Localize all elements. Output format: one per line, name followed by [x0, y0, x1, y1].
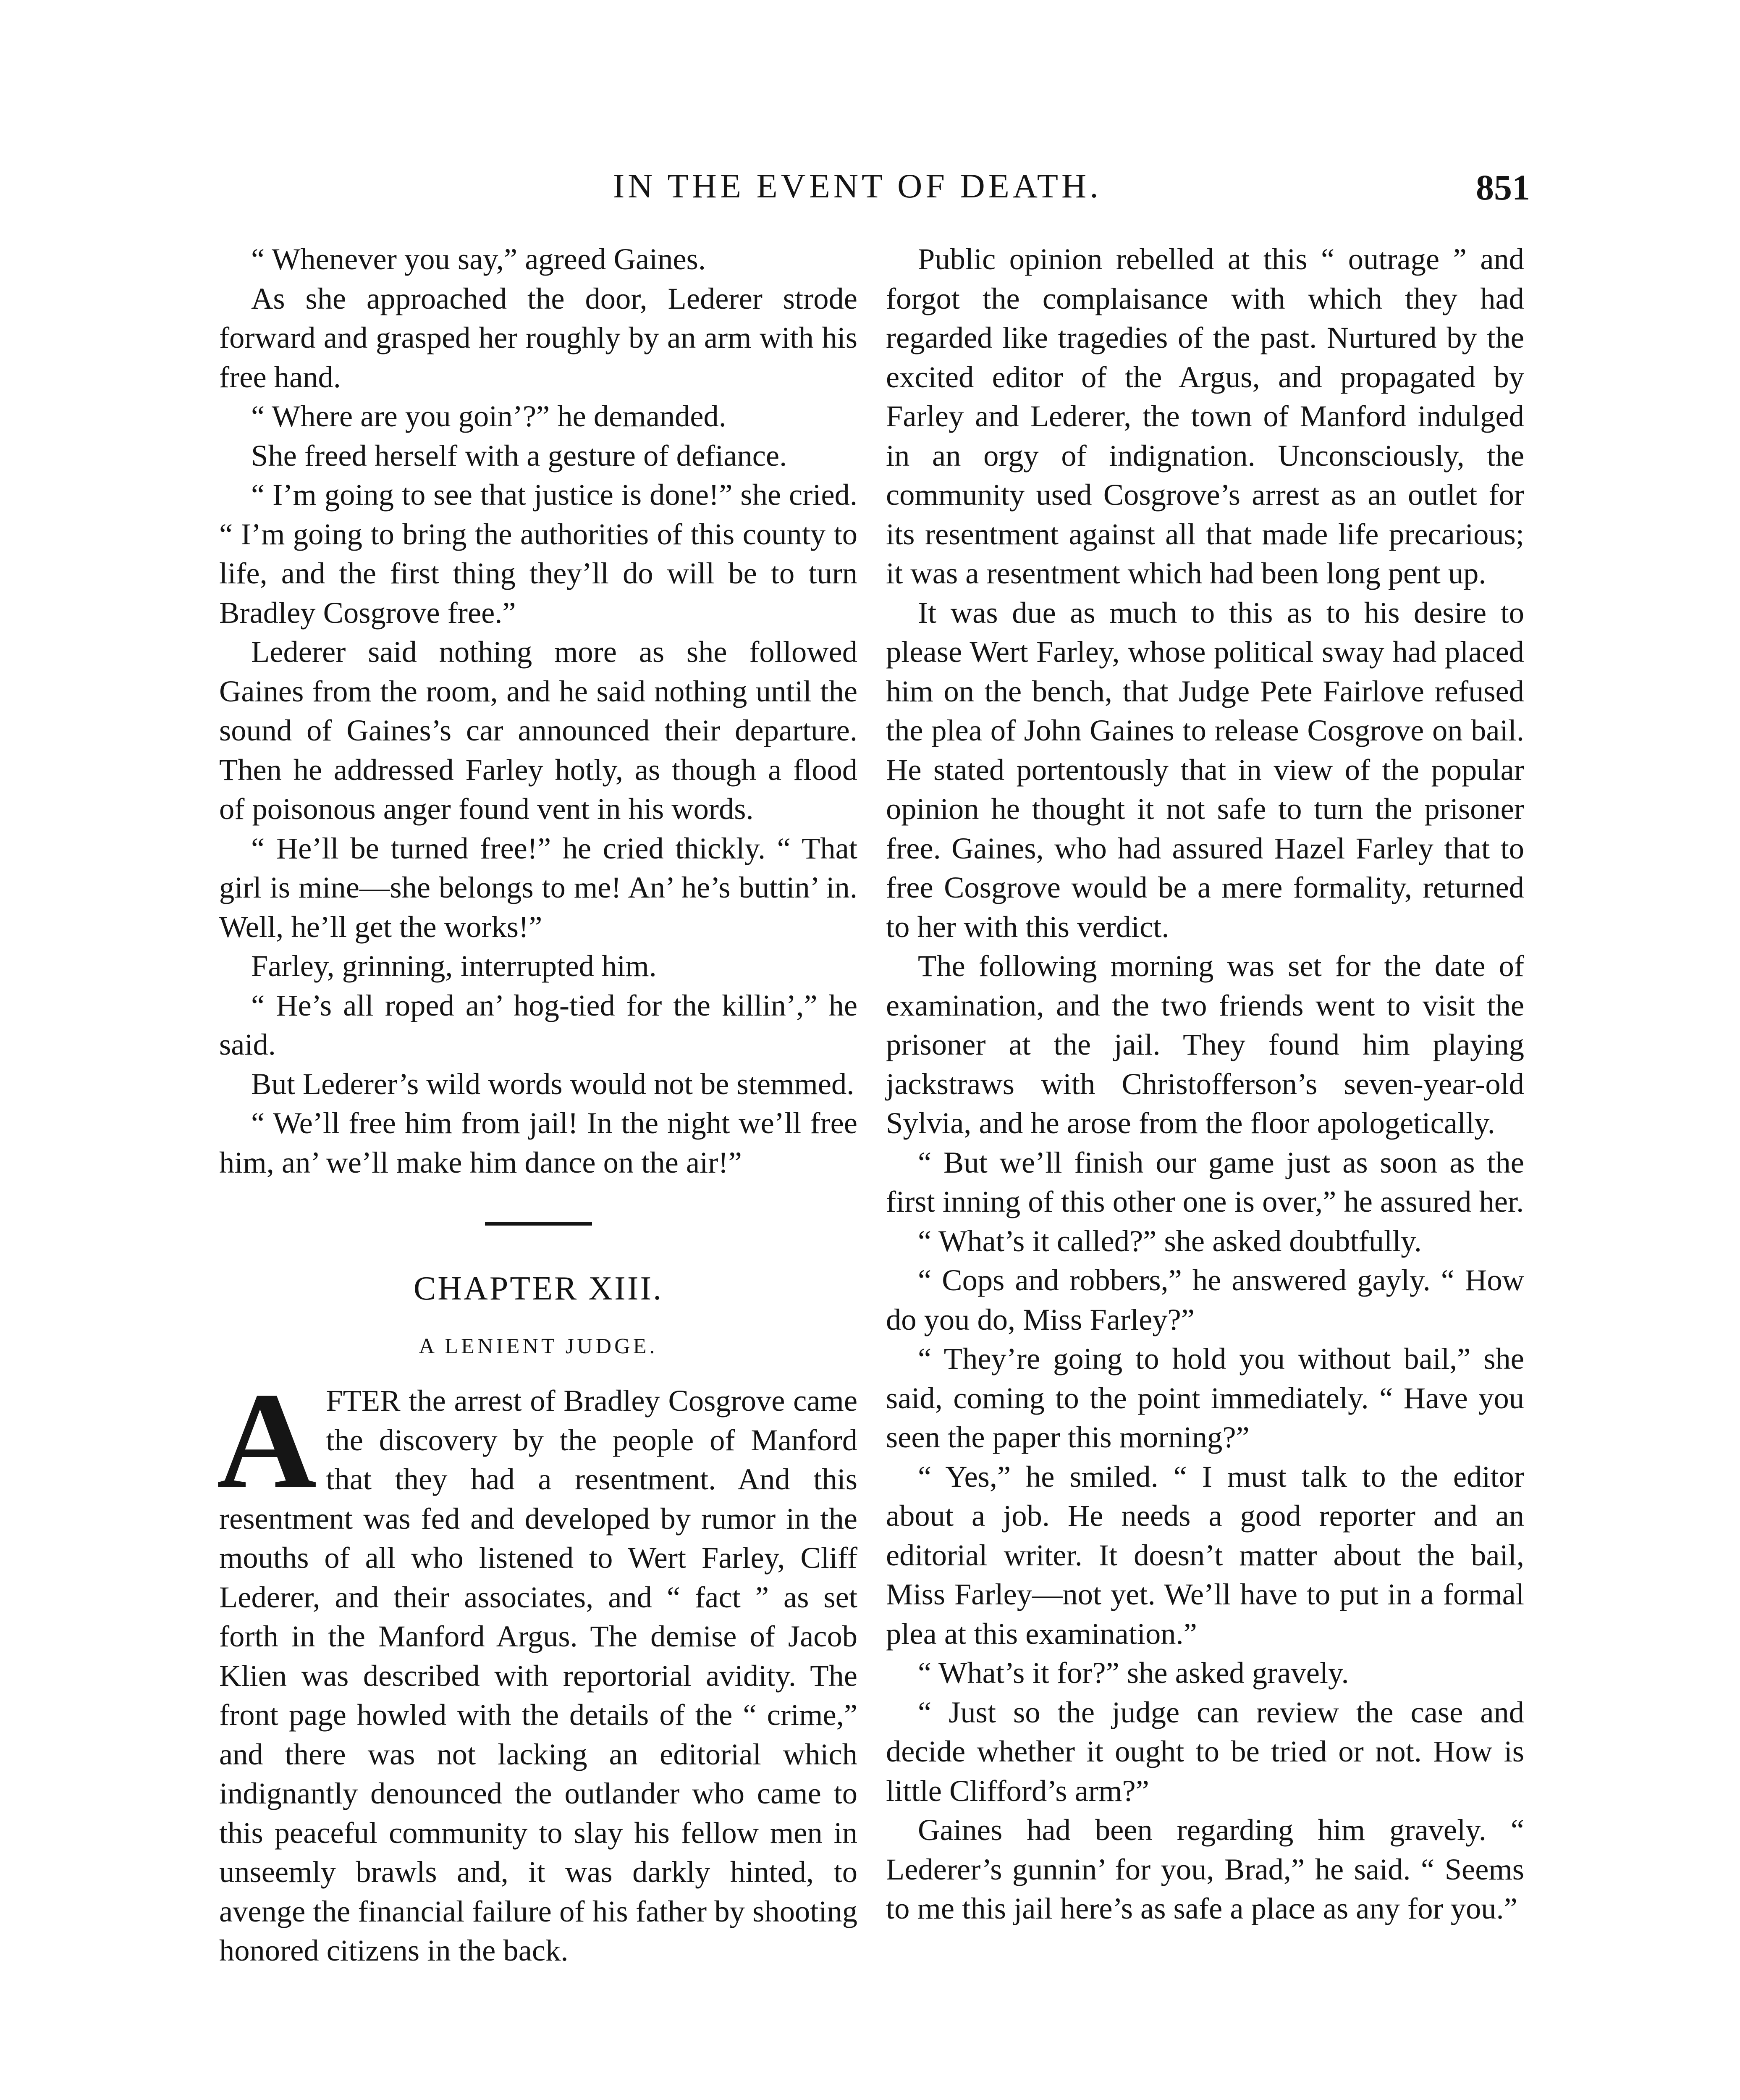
paragraph: Farley, grinning, interrupted him.: [251, 949, 657, 983]
section-divider: [485, 1222, 592, 1226]
left-column: [219, 239, 857, 1970]
paragraph: “ I’m going to see that justice is done!” she cried. “ I’m going to bring the authorities of this county to life, and the first thing they’ll do will be to turn Bradley Cosgrove free.”: [219, 478, 857, 630]
paragraph: “ Cops and robbers,” he answered gayly. “ How do you do, Miss Farley?”: [886, 1263, 1524, 1336]
chapter-title: CHAPTER XIII.: [413, 1270, 663, 1307]
paragraph: “ He’ll be turned free!” he cried thickly. “ That girl is mine—she belongs to me! An’ he’s buttin’ in. Well, he’ll get the works!”: [219, 831, 857, 944]
paragraph: “ But we’ll finish our game just as soon as the first inning of this other one is over,” he assured her.: [886, 1145, 1524, 1218]
paragraph: The following morning was set for the date of examination, and the two friends went to visit the prisoner at the jail. They found him playing jackstraws with Christofferson’s seven-year-old Sylvia, and he arose from the floor apologetically.: [886, 949, 1524, 1140]
paragraph: “ Just so the judge can review the case and decide whether it ought to be tried or not. How is little Clifford’s arm?”: [886, 1695, 1524, 1808]
paragraph: But Lederer’s wild words would not be stemmed.: [251, 1066, 854, 1101]
running-title: IN THE EVENT OF DEATH.: [613, 167, 1102, 205]
paragraph: It was due as much to this as to his desire to please Wert Farley, whose political sway had placed him on the bench, that Judge Pete Fairlove refused the plea of John Gaines to release Cosgrove on bail. He stated portentously that in view of the popular opinion he thought it not safe to turn the prisoner free. Gaines, who had assured Hazel Farley that to free Cosgrove would be a mere formality, returned to her with this verdict.: [886, 595, 1524, 944]
right-column: [886, 239, 1524, 1928]
page-header: [0, 166, 1740, 213]
drop-cap: A: [217, 1364, 317, 1517]
paragraph: “ What’s it called?” she asked doubtfully.: [918, 1223, 1422, 1258]
paragraph: As she approached the door, Lederer strode forward and grasped her roughly by an arm with his free hand.: [219, 281, 857, 394]
page-number: 851: [1476, 167, 1530, 207]
paragraph: Gaines had been regarding him gravely. “ Lederer’s gunnin’ for you, Brad,” he said. “ Seems to me this jail here’s as safe a place as any for you.”: [886, 1813, 1524, 1925]
paragraph: “ Whenever you say,” agreed Gaines.: [251, 242, 706, 276]
paragraph: “ Yes,” he smiled. “ I must talk to the editor about a job. He needs a good reporter and an editorial writer. It doesn’t matter about the bail, Miss Farley—not yet. We’ll have to put in a formal plea at this examination.”: [886, 1459, 1524, 1651]
chapter-subtitle: A LENIENT JUDGE.: [419, 1334, 658, 1358]
paragraph: Lederer said nothing more as she followed Gaines from the room, and he said nothing until the sound of Gaines’s car announced their departure. Then he addressed Farley hotly, as though a flood of poisonous anger found vent in his words.: [219, 635, 857, 826]
paragraph: “ He’s all roped an’ hog-tied for the killin’,” he said.: [219, 988, 857, 1061]
chapter-opening-paragraph: [217, 1364, 857, 1970]
paragraph: “ Where are you goin’?” he demanded.: [251, 399, 726, 433]
paragraph: “ They’re going to hold you without bail,” she said, coming to the point immediately. “ Have you seen the paper this morning?”: [886, 1341, 1524, 1454]
paragraph: Public opinion rebelled at this “ outrage ” and forgot the complaisance with which they had regarded like tragedies of the past. Nurtured by the excited editor of the Argus, and propagated by Farley and Lederer, the town of Manford indulged in an orgy of indignation. Unconsciously, the community used Cosgrove’s arrest as an outlet for its resentment against all that made life precarious; it was a resentment which had been long pent up.: [886, 242, 1524, 590]
paragraph: “ What’s it for?” she asked gravely.: [918, 1656, 1349, 1690]
paragraph: “ We’ll free him from jail! In the night we’ll free him, an’ we’ll make him dance on the air!”: [219, 1106, 857, 1179]
opening-text: FTER the arrest of Bradley Cosgrove came the discovery by the people of Manford that they had a resentment. And this resentment was fed and developed by rumor in the mouths of all who listened to Wert Farley, Cliff Lederer, and their associates, and “ fact ” as set forth in the Manford Argus. The demise of Jacob Klien was described with reportorial avidity. The front page howled with the details of the “ crime,” and there was not lacking an editorial which indignantly denounced the outlander who came to this peaceful community to slay his fellow men in unseemly brawls and, it was darkly hinted, to avenge the financial failure of his father by shooting honored citizens in the back.: [219, 1383, 857, 1967]
paragraph: She freed herself with a gesture of defiance.: [251, 438, 787, 472]
